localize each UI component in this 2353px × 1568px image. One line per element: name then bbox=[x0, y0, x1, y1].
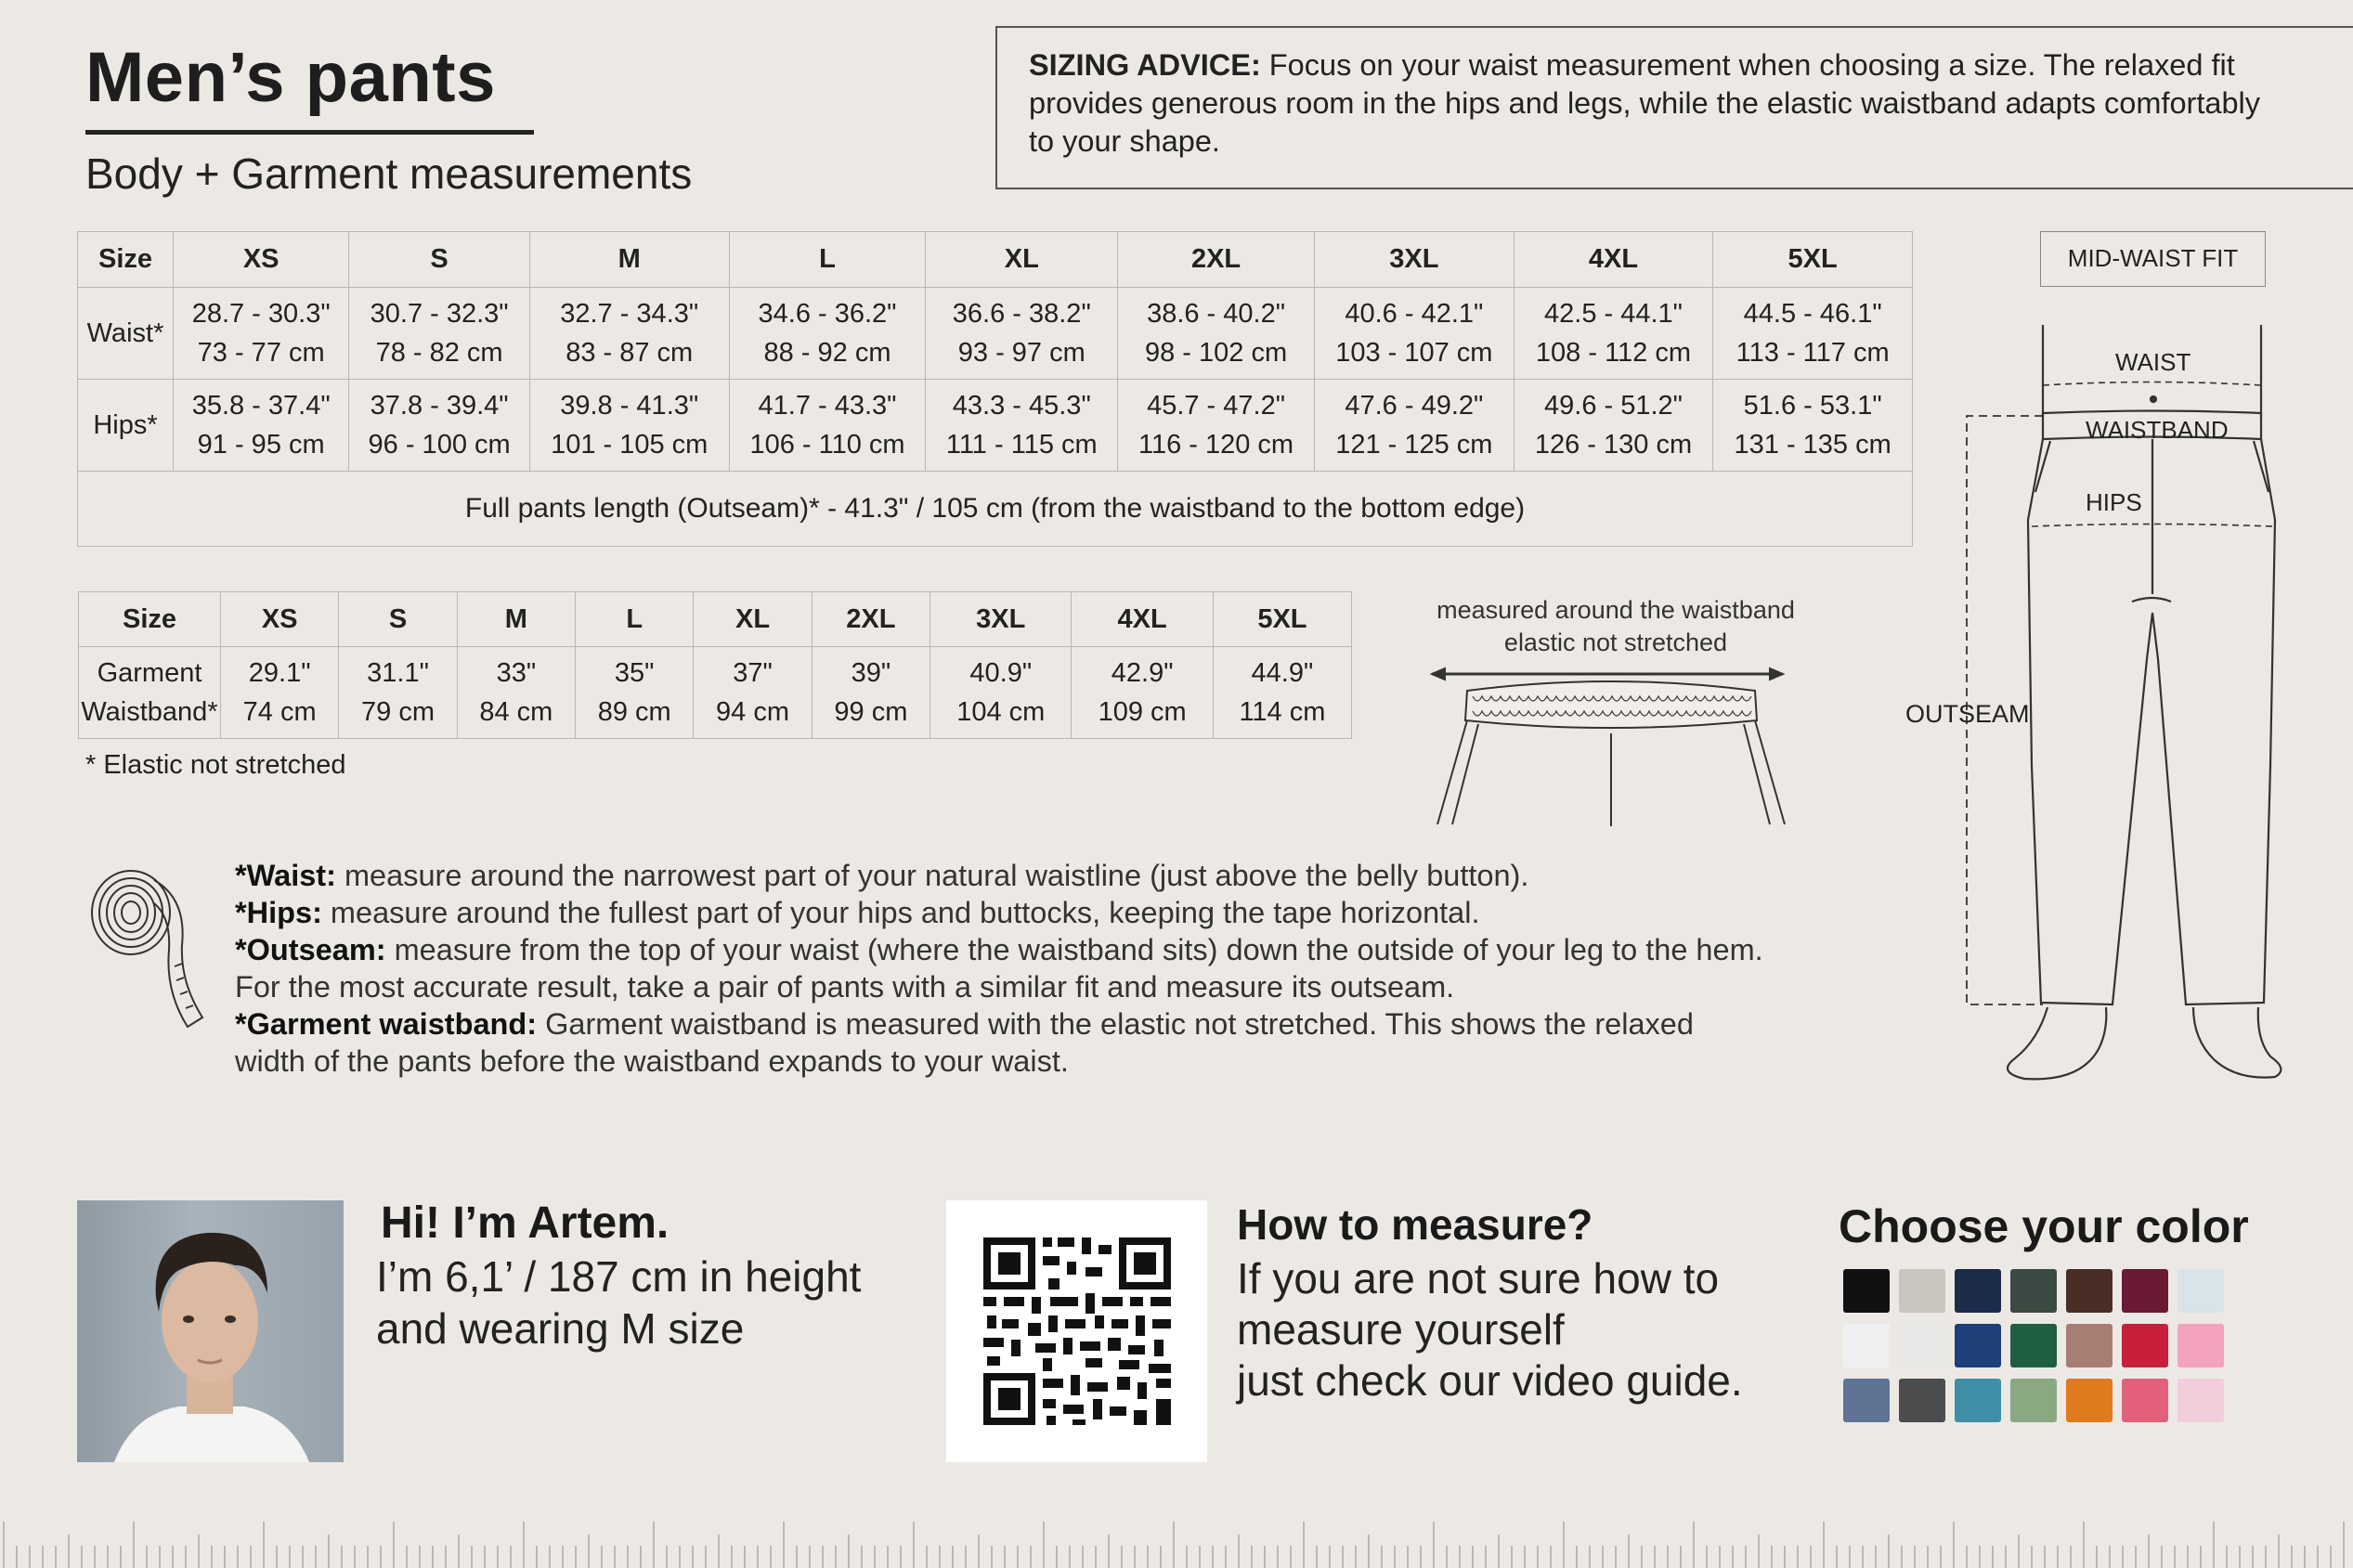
model-height: I’m 6,1’ / 187 cm in height bbox=[376, 1252, 862, 1301]
size-header-row bbox=[79, 592, 1352, 647]
full-length-note: Full pants length (Outseam)* - 41.3" / 105 cm (from the waistband to the bottom edge) bbox=[78, 472, 1913, 547]
table-cell bbox=[1118, 288, 1315, 380]
model-size: and wearing M size bbox=[376, 1304, 745, 1353]
waist-cm: 88 - 92 cm bbox=[763, 338, 891, 368]
garment-cm: 89 cm bbox=[597, 697, 671, 727]
size-header: Size bbox=[79, 592, 221, 647]
size-col-2xl: 2XL bbox=[1118, 232, 1315, 288]
hips-cm: 111 - 115 cm bbox=[945, 430, 1098, 460]
hips-cm: 91 - 95 cm bbox=[197, 430, 325, 460]
sizing-advice-body: Focus on your waist measurement when choosing a size. The relaxed fit provides generous room in the hips and legs, while the elastic waistband adapts comfortably to your shape. bbox=[1029, 48, 2261, 158]
garment-in: 44.9" bbox=[1251, 658, 1314, 688]
waist-row bbox=[78, 288, 1913, 380]
hips-in: 43.3 - 45.3" bbox=[952, 391, 1091, 421]
garment-cm: 84 cm bbox=[479, 697, 553, 727]
waist-cm: 113 - 117 cm bbox=[1736, 338, 1890, 368]
garment-cm: 114 cm bbox=[1239, 697, 1326, 727]
table-cell bbox=[694, 647, 812, 739]
size-col-m: M bbox=[457, 592, 575, 647]
table-cell bbox=[1072, 647, 1213, 739]
ruler-decoration-icon bbox=[0, 1490, 2353, 1568]
waist-in: 38.6 - 40.2" bbox=[1147, 299, 1286, 329]
color-swatch[interactable] bbox=[2122, 1269, 2168, 1313]
instruction-text: measure around the narrowest part of your natural waistline (just above the belly button). bbox=[335, 859, 1529, 892]
sizing-advice-label: SIZING ADVICE: bbox=[1029, 48, 1261, 82]
waist-in: 28.7 - 30.3" bbox=[191, 299, 331, 329]
color-swatch[interactable] bbox=[2122, 1379, 2168, 1422]
instruction-hips bbox=[235, 894, 1767, 931]
size-col-2xl: 2XL bbox=[812, 592, 930, 647]
size-col-s: S bbox=[349, 232, 530, 288]
instruction-text: Garment waistband is measured with the elastic not stretched. This shows the relaxed width of the pants before the waistband expands to your waist. bbox=[235, 1007, 1694, 1078]
waist-in: 34.6 - 36.2" bbox=[758, 299, 897, 329]
size-col-l: L bbox=[576, 592, 694, 647]
size-col-5xl: 5XL bbox=[1713, 232, 1913, 288]
garment-in: 40.9" bbox=[969, 658, 1033, 688]
color-swatch[interactable] bbox=[1955, 1269, 2001, 1313]
color-swatch[interactable] bbox=[1899, 1379, 1945, 1422]
color-swatch[interactable] bbox=[1955, 1324, 2001, 1367]
hips-in: 45.7 - 47.2" bbox=[1147, 391, 1286, 421]
waist-label: WAIST bbox=[2115, 348, 2191, 376]
table-cell bbox=[729, 288, 926, 380]
garment-cm: 104 cm bbox=[956, 697, 1046, 727]
how-to-measure-line: If you are not sure how to bbox=[1237, 1254, 1720, 1302]
table-cell bbox=[1514, 380, 1713, 472]
instruction-outseam bbox=[235, 931, 1767, 1005]
hips-in: 47.6 - 49.2" bbox=[1345, 391, 1484, 421]
color-swatch[interactable] bbox=[2066, 1379, 2112, 1422]
size-header: Size bbox=[78, 232, 174, 288]
hips-in: 35.8 - 37.4" bbox=[191, 391, 331, 421]
waist-cm: 73 - 77 cm bbox=[197, 338, 325, 368]
table-cell bbox=[349, 380, 530, 472]
color-swatch[interactable] bbox=[2010, 1324, 2057, 1367]
color-swatch[interactable] bbox=[2066, 1269, 2112, 1313]
table-cell bbox=[930, 647, 1072, 739]
color-swatch[interactable] bbox=[2010, 1379, 2057, 1422]
size-col-xs: XS bbox=[174, 232, 349, 288]
waistband-caption bbox=[1384, 594, 1848, 659]
table-cell bbox=[1213, 647, 1351, 739]
garment-in: 39" bbox=[851, 658, 891, 688]
hips-cm: 96 - 100 cm bbox=[368, 430, 511, 460]
how-to-measure-line: measure yourself bbox=[1237, 1305, 1565, 1354]
waist-in: 44.5 - 46.1" bbox=[1743, 299, 1882, 329]
waist-in: 30.7 - 32.3" bbox=[370, 299, 509, 329]
model-photo bbox=[77, 1200, 344, 1462]
color-swatch[interactable] bbox=[1899, 1324, 1945, 1367]
title-underline bbox=[85, 130, 534, 135]
size-col-3xl: 3XL bbox=[1315, 232, 1514, 288]
hips-cm: 116 - 120 cm bbox=[1138, 430, 1294, 460]
table-cell bbox=[1713, 288, 1913, 380]
table-cell bbox=[174, 288, 349, 380]
garment-in: 31.1" bbox=[367, 658, 429, 688]
page-title: Men’s pants bbox=[85, 38, 496, 117]
instruction-label: *Waist: bbox=[235, 859, 336, 892]
table-cell bbox=[174, 380, 349, 472]
hips-in: 51.6 - 53.1" bbox=[1743, 391, 1882, 421]
table-cell bbox=[1315, 288, 1514, 380]
waist-cm: 78 - 82 cm bbox=[375, 338, 503, 368]
size-col-4xl: 4XL bbox=[1072, 592, 1213, 647]
size-col-xl: XL bbox=[926, 232, 1118, 288]
size-col-l: L bbox=[729, 232, 926, 288]
table-cell bbox=[1713, 380, 1913, 472]
table-cell bbox=[729, 380, 926, 472]
size-col-xl: XL bbox=[694, 592, 812, 647]
size-col-xs: XS bbox=[221, 592, 339, 647]
instruction-label: *Outseam: bbox=[235, 933, 386, 966]
size-col-3xl: 3XL bbox=[930, 592, 1072, 647]
waist-row-label: Waist* bbox=[78, 288, 174, 380]
garment-cm: 74 cm bbox=[242, 697, 317, 727]
table-cell bbox=[529, 288, 729, 380]
garment-in: 33" bbox=[496, 658, 537, 688]
instruction-garment-waistband bbox=[235, 1005, 1767, 1080]
how-to-measure-title: How to measure? bbox=[1237, 1200, 1593, 1249]
table-cell bbox=[221, 647, 339, 739]
color-swatch[interactable] bbox=[1843, 1269, 1890, 1313]
sizing-advice-text bbox=[1029, 46, 2264, 161]
table-cell bbox=[812, 647, 930, 739]
full-length-row bbox=[78, 472, 1913, 547]
outseam-label: OUTSEAM bbox=[1905, 700, 2030, 728]
garment-in: 29.1" bbox=[248, 658, 311, 688]
table-cell bbox=[926, 380, 1118, 472]
waist-in: 42.5 - 44.1" bbox=[1544, 299, 1683, 329]
instruction-text: measure around the fullest part of your hips and buttocks, keeping the tape horizontal. bbox=[321, 896, 1480, 929]
how-to-measure-line: just check our video guide. bbox=[1237, 1356, 1743, 1405]
color-swatch[interactable] bbox=[1899, 1269, 1945, 1313]
size-col-4xl: 4XL bbox=[1514, 232, 1713, 288]
garment-cm: 109 cm bbox=[1098, 697, 1187, 727]
color-swatch[interactable] bbox=[2178, 1379, 2224, 1422]
color-swatch[interactable] bbox=[1843, 1324, 1890, 1367]
waist-cm: 108 - 112 cm bbox=[1535, 338, 1692, 368]
waist-cm: 103 - 107 cm bbox=[1335, 338, 1493, 368]
waistband-caption-line2: elastic not stretched bbox=[1503, 628, 1728, 656]
waist-in: 40.6 - 42.1" bbox=[1345, 299, 1484, 329]
choose-color-title: Choose your color bbox=[1839, 1200, 2249, 1252]
garment-in: 35" bbox=[614, 658, 655, 688]
model-intro-title: Hi! I’m Artem. bbox=[381, 1199, 670, 1248]
table-cell bbox=[1315, 380, 1514, 472]
color-swatch[interactable] bbox=[2122, 1324, 2168, 1367]
garment-waistband-table bbox=[78, 591, 1352, 739]
instruction-text: measure from the top of your waist (where the waistband sits) down the outside of your leg to the hem. For the most accurate result, take a pair of pants with a similar fit and measure its outseam. bbox=[235, 933, 1763, 1004]
garment-cm: 99 cm bbox=[834, 697, 908, 727]
instruction-label: *Hips: bbox=[235, 896, 322, 929]
hips-cm: 101 - 105 cm bbox=[551, 430, 708, 460]
qr-code-icon bbox=[946, 1200, 1207, 1462]
waistband-label: WAISTBAND bbox=[2086, 416, 2229, 444]
hips-in: 37.8 - 39.4" bbox=[370, 391, 509, 421]
hips-cm: 126 - 130 cm bbox=[1534, 430, 1693, 460]
table-cell bbox=[576, 647, 694, 739]
hips-label: HIPS bbox=[2086, 488, 2142, 516]
waist-in: 36.6 - 38.2" bbox=[952, 299, 1091, 329]
instruction-waist bbox=[235, 857, 1767, 894]
waist-cm: 93 - 97 cm bbox=[957, 338, 1086, 368]
garment-cm: 79 cm bbox=[361, 697, 435, 727]
color-swatch[interactable] bbox=[2066, 1324, 2112, 1367]
table-cell bbox=[349, 288, 530, 380]
garment-in: 37" bbox=[733, 658, 773, 688]
table-cell bbox=[1514, 288, 1713, 380]
hips-cm: 131 - 135 cm bbox=[1734, 430, 1892, 460]
color-swatch[interactable] bbox=[2010, 1269, 2057, 1313]
table-cell bbox=[1118, 380, 1315, 472]
footnote: * Elastic not stretched bbox=[85, 750, 346, 780]
size-col-m: M bbox=[529, 232, 729, 288]
garment-in: 42.9" bbox=[1111, 658, 1174, 688]
hips-in: 39.8 - 41.3" bbox=[560, 391, 699, 421]
size-header-row bbox=[78, 232, 1913, 288]
fit-label: MID-WAIST FIT bbox=[2067, 244, 2239, 272]
garment-label-line2: Waistband* bbox=[81, 697, 218, 727]
hips-in: 41.7 - 43.3" bbox=[758, 391, 897, 421]
size-col-5xl: 5XL bbox=[1213, 592, 1351, 647]
measuring-instructions bbox=[235, 857, 1767, 1080]
garment-row-label bbox=[79, 647, 221, 739]
garment-label-line1: Garment bbox=[97, 658, 202, 688]
table-cell bbox=[529, 380, 729, 472]
color-swatch[interactable] bbox=[2178, 1269, 2224, 1313]
garment-cm: 94 cm bbox=[716, 697, 790, 727]
waistband-caption-line1: measured around the waistband bbox=[1436, 596, 1795, 624]
table-cell bbox=[926, 288, 1118, 380]
table-cell bbox=[339, 647, 457, 739]
size-col-s: S bbox=[339, 592, 457, 647]
body-measurement-table bbox=[77, 231, 1913, 547]
garment-waistband-row bbox=[79, 647, 1352, 739]
table-cell bbox=[457, 647, 575, 739]
hips-row-label: Hips* bbox=[78, 380, 174, 472]
color-swatch-grid bbox=[1843, 1269, 2233, 1422]
waistband-diagram-icon bbox=[1421, 659, 1801, 831]
instruction-label: *Garment waistband: bbox=[235, 1007, 538, 1041]
waist-cm: 83 - 87 cm bbox=[566, 338, 694, 368]
waist-in: 32.7 - 34.3" bbox=[560, 299, 699, 329]
hips-row bbox=[78, 380, 1913, 472]
color-swatch[interactable] bbox=[2178, 1324, 2224, 1367]
color-swatch[interactable] bbox=[1843, 1379, 1890, 1422]
model-portrait-icon bbox=[77, 1200, 344, 1462]
hips-in: 49.6 - 51.2" bbox=[1544, 391, 1683, 421]
page-subtitle: Body + Garment measurements bbox=[85, 149, 693, 198]
hips-cm: 121 - 125 cm bbox=[1335, 430, 1493, 460]
video-guide-qr-code[interactable] bbox=[946, 1200, 1207, 1462]
color-swatch[interactable] bbox=[1955, 1379, 2001, 1422]
hips-cm: 106 - 110 cm bbox=[749, 430, 905, 460]
waist-cm: 98 - 102 cm bbox=[1144, 338, 1288, 368]
tape-measure-icon bbox=[89, 862, 210, 1029]
